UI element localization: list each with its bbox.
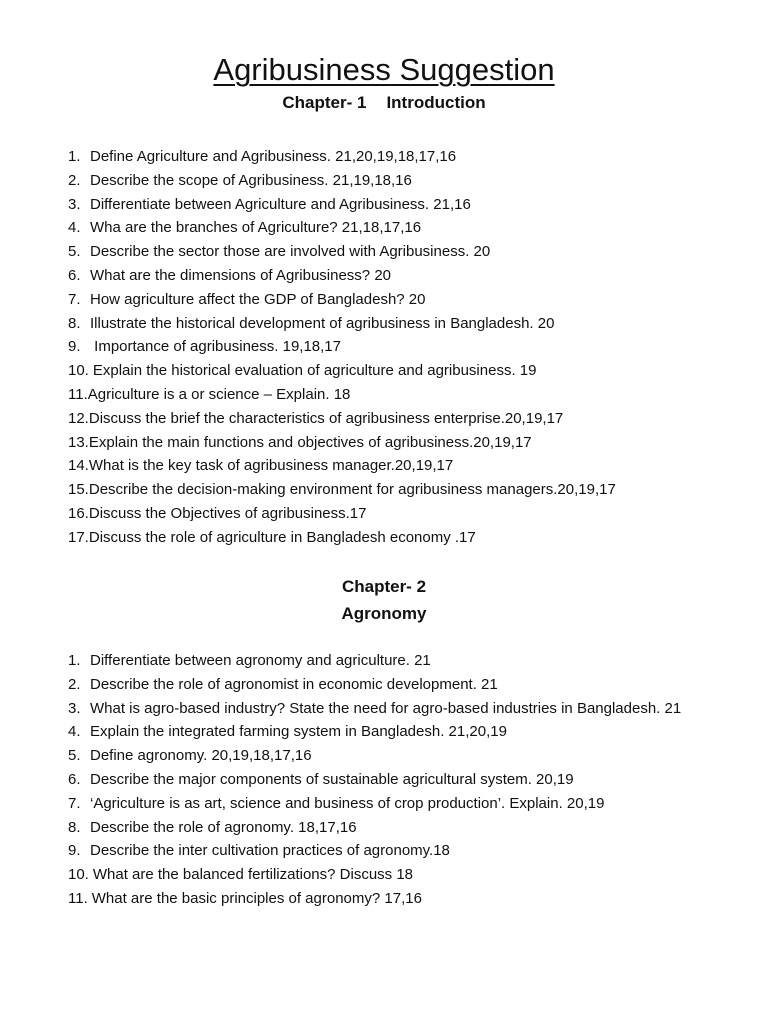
question-number: 4. [68, 723, 81, 741]
question-number: 7. [68, 794, 81, 812]
question-text: Describe the scope of Agribusiness. 21,19,18,16 [90, 171, 412, 189]
question-text: What is agro-based industry? State the need for agro-based industries in Bangladesh. 21 [90, 699, 682, 717]
question-text: Describe the decision-making environment for agribusiness managers.20,19,17 [88, 481, 616, 499]
chapter-2-name-heading [0, 602, 768, 626]
chapter-2-label-heading [0, 575, 768, 599]
chapter-2-question-list [68, 649, 758, 911]
question-item [68, 816, 758, 840]
question-number: 5. [68, 747, 81, 765]
question-text: Explain the main functions and objectives of agribusiness.20,19,17 [88, 433, 532, 451]
question-number: 6. [68, 770, 81, 788]
question-number: 11. [68, 889, 88, 907]
question-number: 6. [68, 266, 81, 284]
question-number: 10. [68, 866, 89, 884]
question-number: 2. [68, 171, 81, 189]
question-text: What are the basic principles of agronomy? 17,16 [91, 889, 422, 907]
question-item [68, 454, 758, 478]
question-number: 15. [68, 481, 89, 499]
question-item [68, 839, 758, 863]
question-number: 13. [68, 433, 89, 451]
question-text: Importance of agribusiness. 19,18,17 [90, 338, 341, 356]
question-item [68, 887, 758, 911]
question-text: Discuss the Objectives of agribusiness.17 [88, 504, 367, 522]
question-text: Describe the sector those are involved with Agribusiness. 20 [90, 243, 491, 261]
document-title-text: Agribusiness Suggestion [213, 52, 555, 87]
question-number: 9. [68, 338, 81, 356]
document-title [0, 50, 768, 90]
question-item [68, 768, 758, 792]
question-text: What is the key task of agribusiness manager.20,19,17 [88, 457, 454, 475]
question-text: What are the balanced fertilizations? Discuss 18 [92, 866, 414, 884]
question-item [68, 526, 758, 550]
chapter-2-name: Agronomy [341, 604, 427, 623]
question-item [68, 145, 758, 169]
question-item [68, 673, 758, 697]
question-text: Describe the role of agronomist in economic development. 21 [90, 675, 498, 693]
question-item [68, 407, 758, 431]
question-number: 2. [68, 675, 81, 693]
question-item [68, 193, 758, 217]
chapter-2-label: Chapter- 2 [341, 577, 427, 596]
chapter-1-question-list [68, 145, 758, 550]
question-item [68, 478, 758, 502]
question-number: 8. [68, 314, 81, 332]
question-item [68, 264, 758, 288]
question-text: ‘Agriculture is as art, science and business of crop production’. Explain. 20,19 [90, 794, 605, 812]
question-text: Define Agriculture and Agribusiness. 21,20,19,18,17,16 [90, 148, 457, 165]
question-text: Differentiate between agronomy and agriculture. 21 [90, 652, 431, 669]
question-item [68, 335, 758, 359]
question-text: Define agronomy. 20,19,18,17,16 [90, 747, 312, 765]
question-item [68, 697, 758, 721]
question-item [68, 169, 758, 193]
question-item [68, 431, 758, 455]
question-text: Wha are the branches of Agriculture? 21,18,17,16 [90, 219, 422, 237]
question-text: Illustrate the historical development of agribusiness in Bangladesh. 20 [90, 314, 555, 332]
question-number: 4. [68, 219, 81, 237]
question-text: Differentiate between Agriculture and Agribusiness. 21,16 [90, 195, 471, 213]
question-text: What are the dimensions of Agribusiness? 20 [90, 266, 392, 284]
question-item [68, 720, 758, 744]
question-number: 3. [68, 699, 81, 717]
question-item [68, 383, 758, 407]
question-item [68, 240, 758, 264]
chapter-1-name: Introduction [386, 93, 486, 112]
chapter-1-heading [0, 91, 768, 115]
question-text: Describe the inter cultivation practices of agronomy.18 [90, 842, 450, 860]
question-number: 14. [68, 457, 89, 475]
question-item [68, 792, 758, 816]
question-text: Discuss the role of agriculture in Bangladesh economy .17 [88, 528, 476, 546]
question-number: 1. [68, 148, 81, 165]
question-number: 9. [68, 842, 81, 860]
question-text: Describe the major components of sustainable agricultural system. 20,19 [90, 770, 574, 788]
question-number: 3. [68, 195, 81, 213]
question-number: 10. [68, 362, 89, 380]
question-item [68, 216, 758, 240]
question-item [68, 863, 758, 887]
question-number: 11. [68, 385, 88, 403]
question-number: 12. [68, 409, 89, 427]
question-item [68, 288, 758, 312]
question-text: Explain the integrated farming system in Bangladesh. 21,20,19 [90, 723, 507, 741]
question-number: 5. [68, 243, 81, 261]
question-item [68, 649, 758, 673]
question-number: 8. [68, 818, 81, 836]
question-text: Explain the historical evaluation of agriculture and agribusiness. 19 [92, 362, 537, 380]
question-number: 7. [68, 290, 81, 308]
question-number: 17. [68, 528, 89, 546]
question-text: How agriculture affect the GDP of Bangladesh? 20 [90, 290, 426, 308]
question-number: 16. [68, 504, 89, 522]
question-item [68, 502, 758, 526]
question-item [68, 359, 758, 383]
question-text: Describe the role of agronomy. 18,17,16 [90, 818, 357, 836]
question-number: 1. [68, 652, 81, 669]
question-item [68, 312, 758, 336]
question-item [68, 744, 758, 768]
chapter-1-label: Chapter- 1 [282, 93, 367, 112]
question-text: Agriculture is a or science – Explain. 18 [87, 385, 351, 403]
question-text: Discuss the brief the characteristics of agribusiness enterprise.20,19,17 [88, 409, 564, 427]
